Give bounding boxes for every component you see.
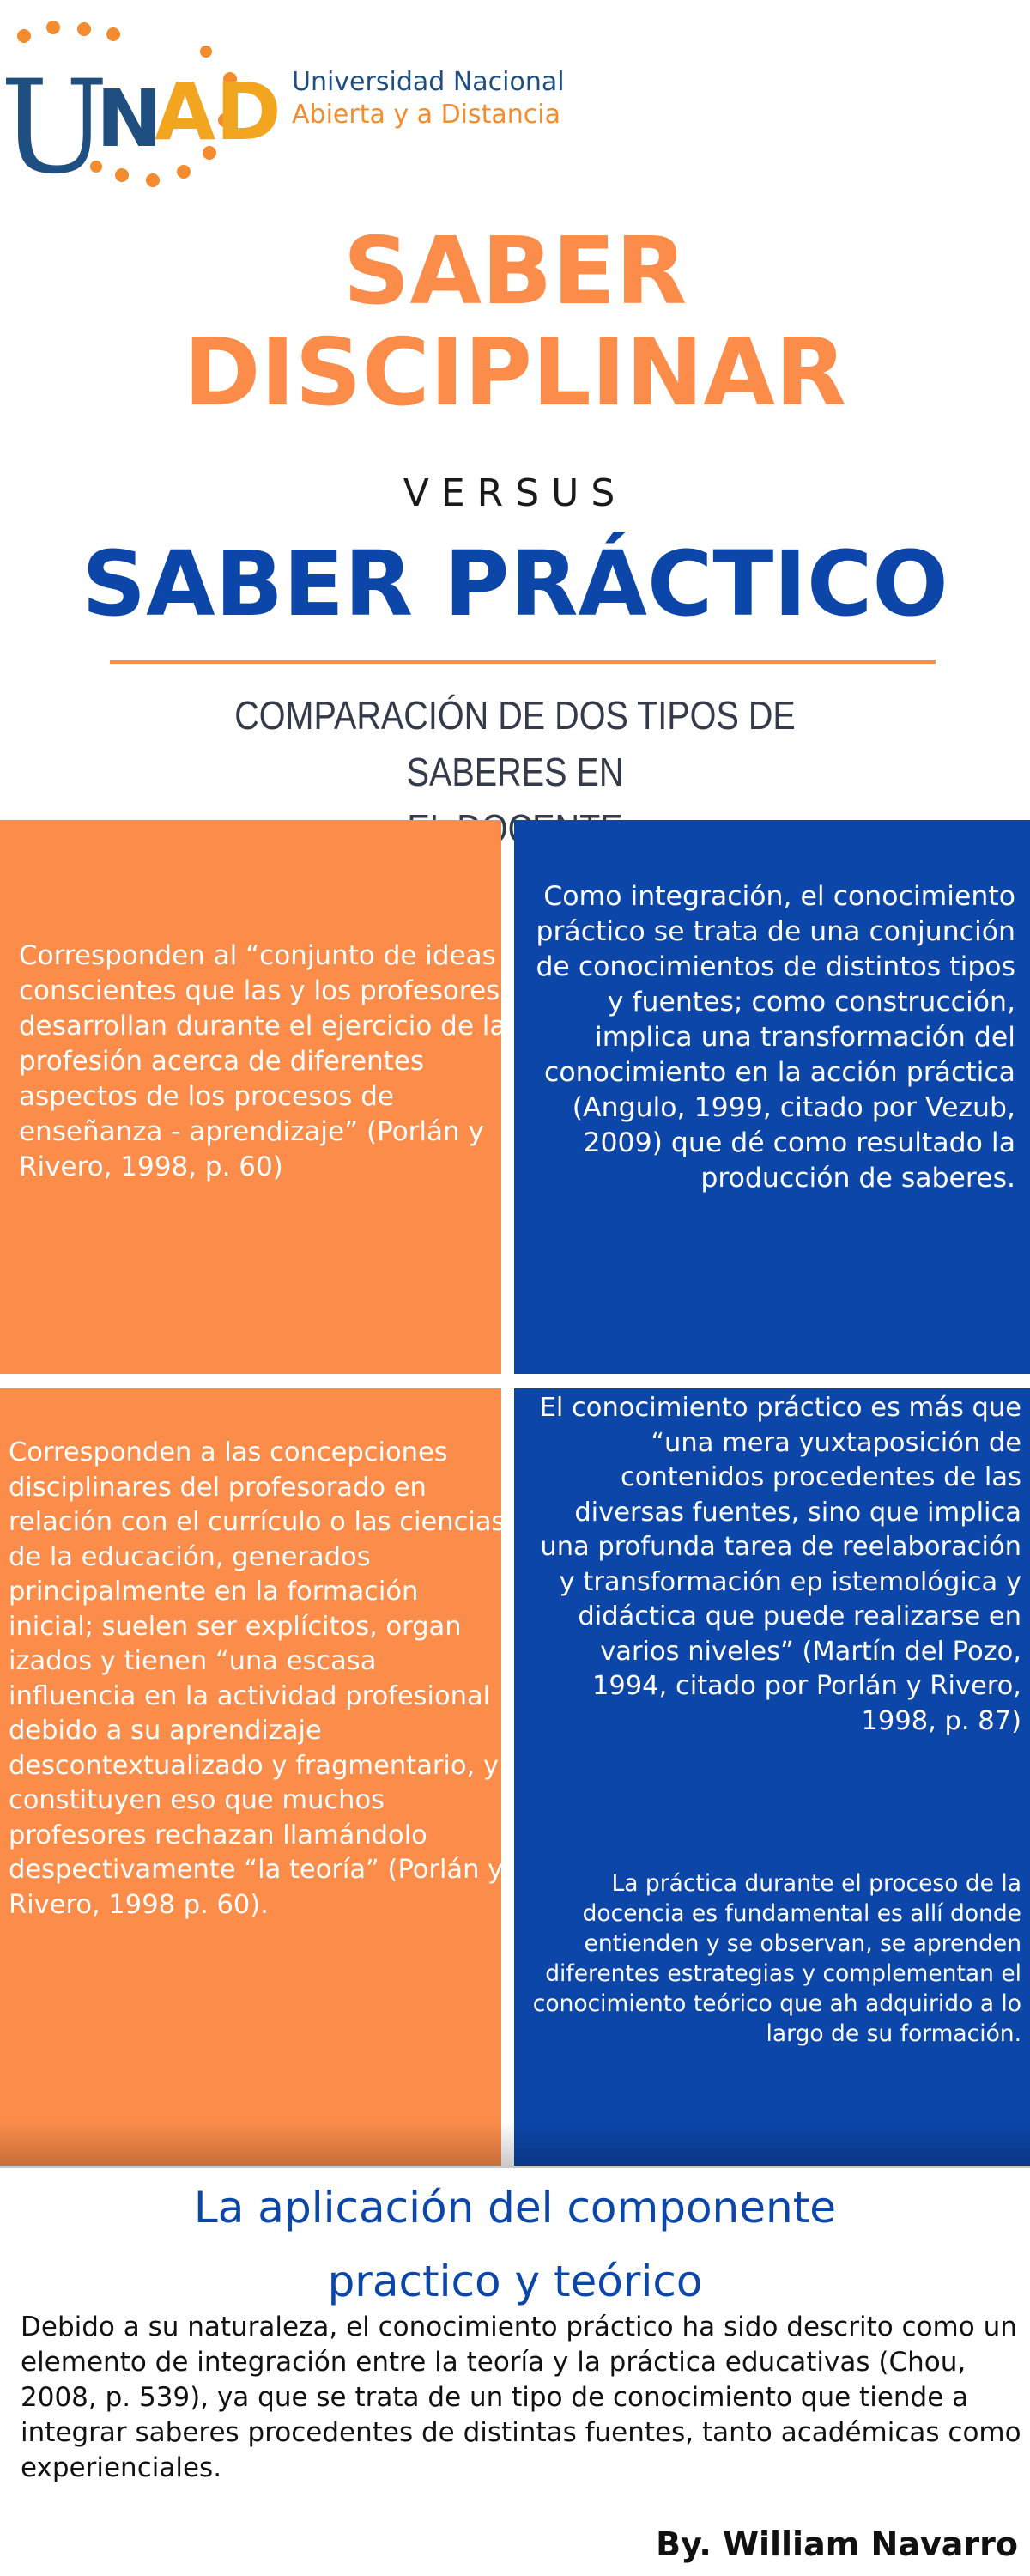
title-saber-line2: DISCIPLINAR: [183, 319, 847, 427]
panel-practico-bottom-text-2: La práctica durante el proceso de la docencia es fundamental es allí donde entienden y se observan, se aprenden diferentes estrategias y complementan el conocimiento teórico que ah adquirido a lo largo de su formación.: [532, 1870, 1021, 2047]
section-title-line2: practico y teórico: [327, 2257, 703, 2306]
title-saber-disciplinar: [0, 218, 1030, 427]
section-body: Debido a su naturaleza, el conocimiento práctico ha sido descrito como un elemento de integración entre la teoría y la práctica educativas (Chou, 2008, p. 539), ya que se trata de un tipo de conocimiento que tiende a integrar saberes procedentes de distintas fuentes, tanto académicas como experienciales.: [21, 2312, 1021, 2483]
panel-disciplinar-top-text: Corresponden al “conjunto de ideas conscientes que las y los profesores desarrollan durante el ejercicio de la profesión acerca de diferentes aspectos de los procesos de enseñanza - aprendizaje” (Porlán y Rivero, 1998, p. 60): [19, 940, 506, 1182]
institution-name-line1: Universidad Nacional: [292, 67, 565, 97]
logo-letter-u: U: [0, 53, 109, 189]
section-title: [86, 2171, 944, 2318]
panel-disciplinar-bottom-text: Corresponden a las concepciones disciplinares del profesorado en relación con el currículo o las ciencias de la educación, generados principalmente en la formación inicial; suelen ser explícitos, organ izados y tienen “una escasa influencia en la actividad profesional debido a su aprendizaje descontextualizado y fragmentario, y constituyen eso que muchos profesores rechazan llamándolo despectivamente “la teoría” (Porlán y Rivero, 1998 p. 60).: [9, 1437, 506, 1920]
section-title-line1: La aplicación del componente: [193, 2183, 837, 2233]
logo-letter-n: N: [96, 73, 162, 165]
unad-logo: [0, 17, 601, 189]
author-byline: By. William Navarro: [656, 2525, 1018, 2563]
title-divider: [110, 660, 936, 664]
subtitle-line1: COMPARACIÓN DE DOS TIPOS DE SABERES EN: [234, 693, 796, 794]
logo-letters-ad: AD: [154, 66, 282, 158]
title-saber-line1: SABER: [342, 218, 688, 325]
institution-name-line2: Abierta y a Distancia: [292, 100, 561, 130]
unad-logo-mark: [0, 17, 292, 189]
title-versus: VERSUS: [403, 471, 627, 515]
panel-practico-top-text: Como integración, el conocimiento práctico se trata de una conjunción de conocimientos de distintos tipos y fuentes; como construcción, implica una transformación del conocimiento en la acción práctica (Angulo, 1999, citado por Vezub, 2009) que dé como resultado la producción de saberes.: [536, 881, 1015, 1194]
panel-practico-bottom-text-1: El conocimiento práctico es más que “una mera yuxtaposición de contenidos procedentes de las diversas fuentes, sino que implica una profunda tarea de reelaboración y transformación ep istemológica y didáctica que puede realizarse en varios niveles” (Martín del Pozo, 1994, citado por Porlán y Rivero, 1998, p. 87): [539, 1393, 1021, 1736]
panel-shadow: [0, 2121, 1030, 2168]
title-saber-practico: SABER PRÁCTICO: [82, 532, 948, 636]
